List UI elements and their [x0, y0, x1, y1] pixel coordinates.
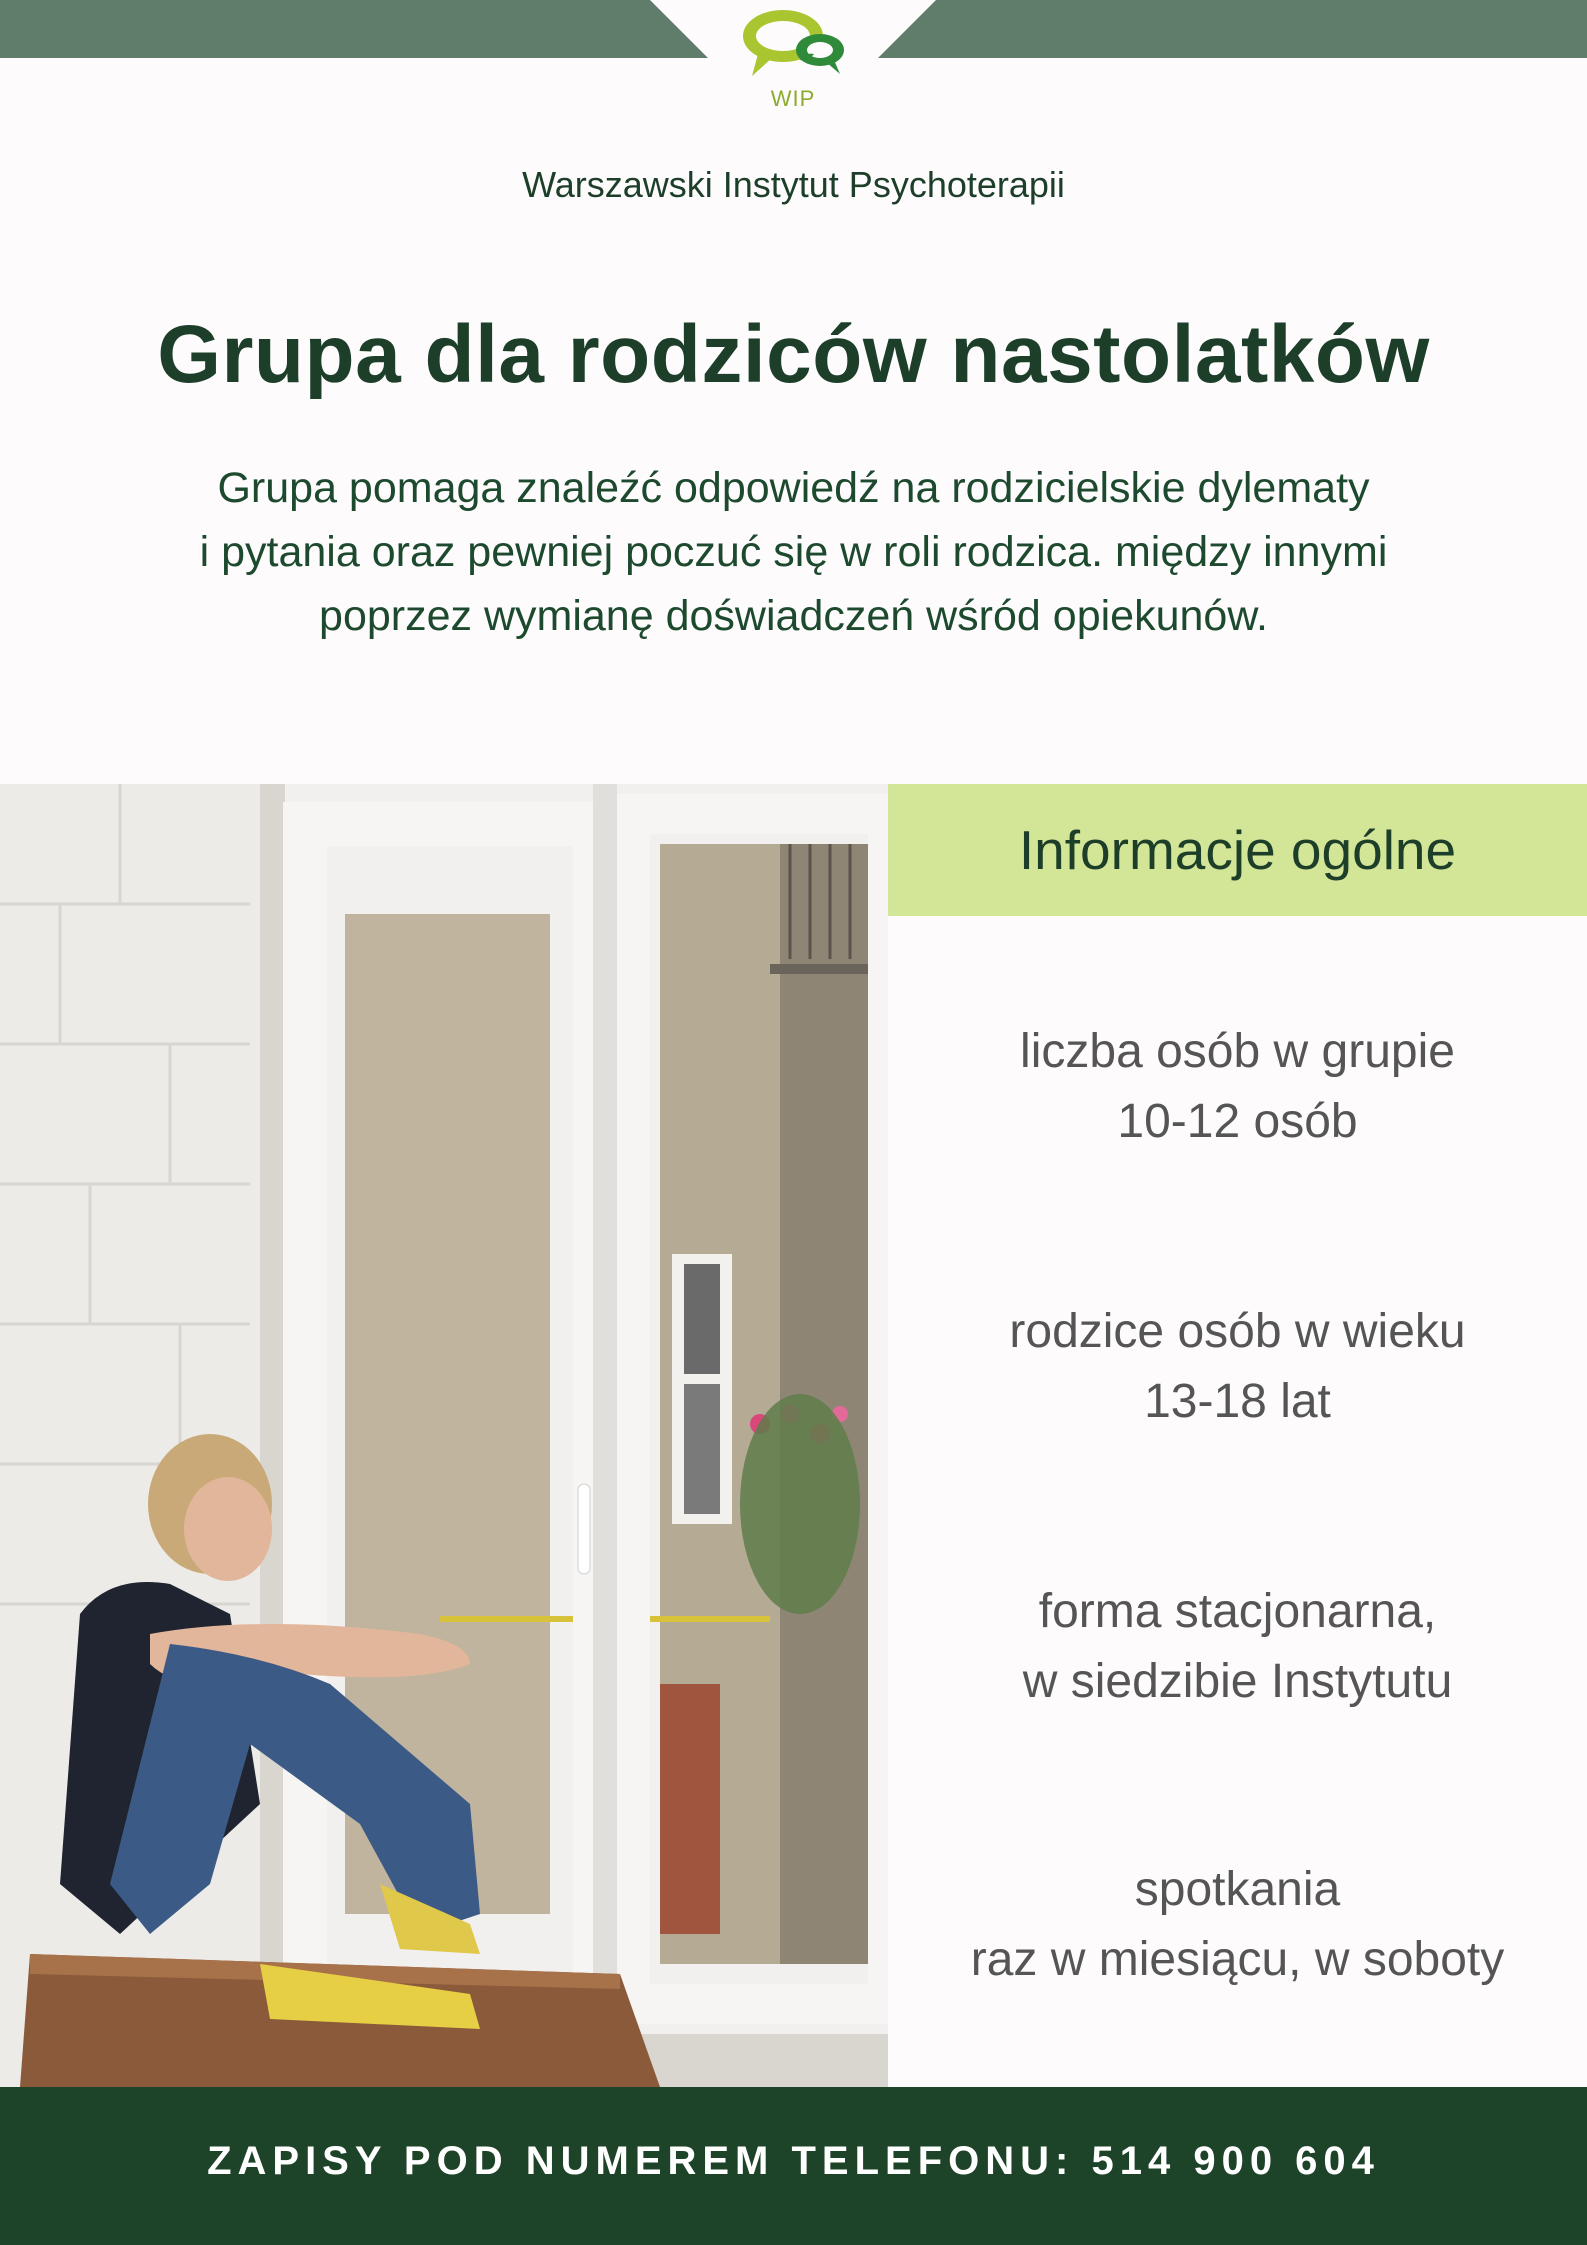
page-title: Grupa dla rodziców nastolatków [157, 309, 1430, 400]
intro-line: Grupa pomaga znaleźć odpowiedź na rodzicielskie dylematy [217, 464, 1370, 512]
organization-name: Warszawski Instytut Psychoterapii [522, 164, 1065, 205]
photo-person-at-window [0, 784, 888, 2087]
info-item-value: 10-12 osób [1117, 1095, 1358, 1148]
intro-text [40, 456, 1547, 648]
info-item-label: liczba osób w grupie [1020, 1025, 1455, 1078]
wip-logo [728, 2, 858, 112]
info-item-format [888, 1577, 1587, 1717]
signup-phone-text: ZAPISY POD NUMEREM TELEFONU: 514 900 604 [207, 2139, 1380, 2183]
info-item-value: w siedzibie Instytutu [1022, 1655, 1453, 1708]
footer-band [0, 2087, 1587, 2245]
intro-line: i pytania oraz pewniej poczuć się w roli rodzica. między innymi [199, 528, 1388, 576]
info-item-label: forma stacjonarna, [1038, 1585, 1437, 1638]
speech-bubbles-icon [728, 2, 858, 86]
info-heading: Informacje ogólne [1018, 819, 1457, 881]
info-item-label: spotkania [1134, 1863, 1341, 1916]
info-section-header [888, 784, 1587, 916]
info-item-label: rodzice osób w wieku [1009, 1305, 1466, 1358]
info-item-meetings [888, 1855, 1587, 1995]
logo-text: WIP [770, 86, 816, 111]
info-item-value: raz w miesiącu, w soboty [970, 1933, 1505, 1986]
info-item-age [888, 1297, 1587, 1437]
info-item-value: 13-18 lat [1144, 1375, 1331, 1428]
info-item-group-size [888, 1017, 1587, 1157]
window-photo-illustration [0, 784, 888, 2087]
intro-line: poprzez wymianę doświadczeń wśród opiekunów. [319, 592, 1268, 640]
